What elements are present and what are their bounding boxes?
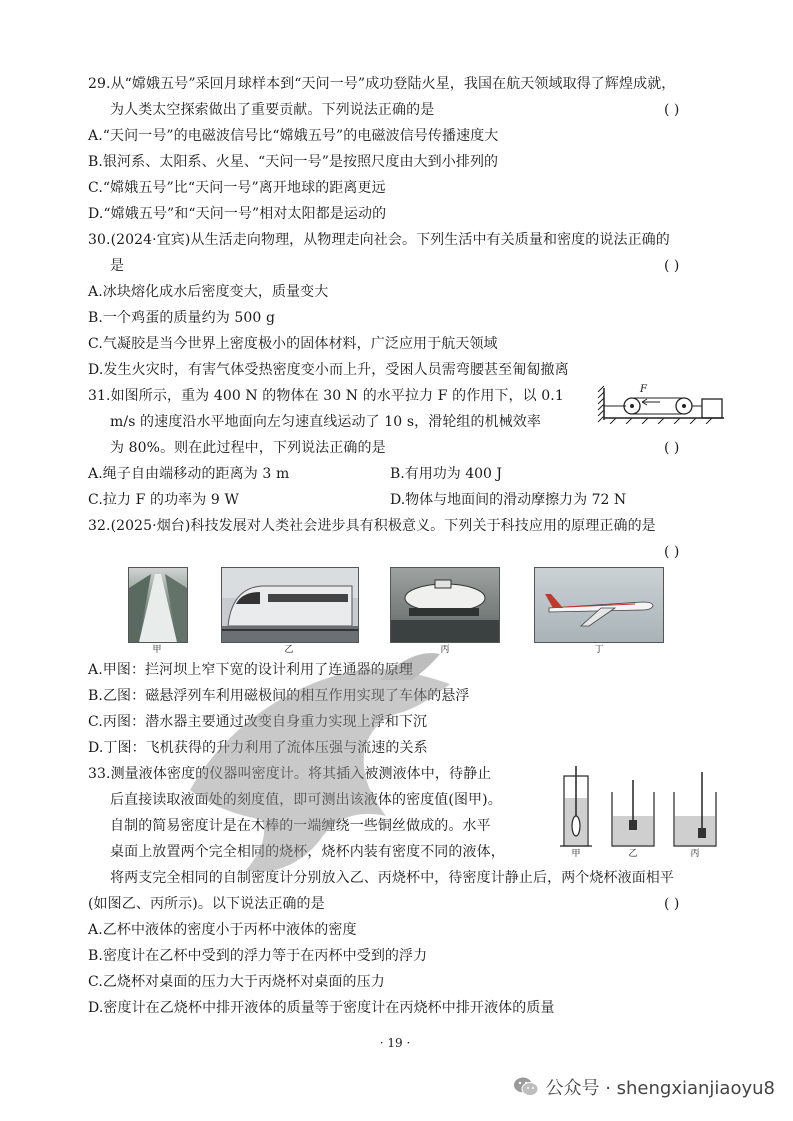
q31-option-c: C.拉力 F 的功率为 9 W: [88, 492, 239, 508]
q33-caption-yi: 乙: [628, 849, 638, 859]
wechat-icon: [513, 1076, 539, 1098]
q32-caption-jia: 甲: [152, 645, 162, 655]
q30-stem-line1: 30.(2024·宜宾)从生活走向物理，从物理走向社会。下列生活中有关质量和密度的说法正确的: [88, 232, 670, 248]
q33-stem-line2: 后直接读取液面处的刻度值，即可测出该液体的密度值(图甲)。: [110, 792, 502, 808]
q33-stem-line6: (如图乙、丙所示)。以下说法正确的是: [88, 896, 325, 912]
q29-stem-line2: 为人类太空探索做出了重要贡献。下列说法正确的是: [110, 102, 435, 118]
q33-option-d: D.密度计在乙烧杯中排开液体的质量等于密度计在丙烧杯中排开液体的质量: [88, 1000, 555, 1016]
q33-option-a: A.乙杯中液体的密度小于丙杯中液体的密度: [88, 922, 357, 938]
q33-stem-line3: 自制的简易密度计是在木棒的一端缠绕一些铜丝做成的。水平: [110, 818, 491, 834]
q33-option-b: B.密度计在乙杯中受到的浮力等于在丙杯中受到的浮力: [88, 948, 428, 964]
q29-option-c: C.“嫦娥五号”比“天问一号”离开地球的距离更远: [88, 180, 386, 196]
q30-answer-blank: ( ): [664, 258, 680, 274]
q30-option-b: B.一个鸡蛋的质量约为 500 g: [88, 310, 276, 326]
pulley-diagram: [596, 384, 728, 424]
q30-stem-line2: 是: [110, 258, 125, 274]
wechat-watermark: [513, 1072, 775, 1102]
q32-option-b: B.乙图：磁悬浮列车利用磁极间的相互作用实现了车体的悬浮: [88, 688, 470, 704]
q30-option-d: D.发生火灾时，有害气体受热密度变小而上升，受困人员需弯腰甚至匍匐撤离: [88, 362, 569, 378]
q31-option-a: A.绳子自由端移动的距离为 3 m: [88, 466, 290, 482]
q29-stem-line1: 29.从“嫦娥五号”采回月球样本到“天问一号”成功登陆火星，我国在航天领域取得了辉煌成就，: [88, 76, 676, 92]
photo-dam: [128, 567, 188, 643]
q29-option-a: A.“天问一号”的电磁波信号比“嫦娥五号”的电磁波信号传播速度大: [88, 128, 499, 144]
photo-submersible: [390, 567, 500, 643]
q30-option-c: C.气凝胶是当今世界上密度极小的固体材料，广泛应用于航天领域: [88, 336, 498, 352]
q31-stem-line1: 31.如图所示，重为 400 N 的物体在 30 N 的水平拉力 F 的作用下，以 0.1: [88, 388, 564, 404]
q32-option-d: D.丁图：飞机获得的升力利用了流体压强与流速的关系: [88, 740, 428, 756]
q31-stem-line2: m/s 的速度沿水平地面向左匀速直线运动了 10 s，滑轮组的机械效率: [110, 414, 542, 430]
q31-option-b: B.有用功为 400 J: [390, 466, 502, 482]
page-number: · 19 ·: [379, 1036, 411, 1050]
hydrometer-diagram: [556, 762, 724, 854]
q33-caption-bing: 丙: [690, 849, 700, 859]
photo-maglev-train: [221, 567, 359, 643]
q32-answer-blank: ( ): [664, 544, 680, 560]
q29-option-d: D.“嫦娥五号”和“天问一号”相对太阳都是运动的: [88, 206, 387, 222]
q33-stem-line5: 将两支完全相同的自制密度计分别放入乙、丙烧杯中，待密度计静止后，两个烧杯液面相平: [110, 870, 674, 886]
q31-answer-blank: ( ): [664, 440, 680, 456]
q31-stem-line3: 为 80%。则在此过程中，下列说法正确的是: [110, 440, 386, 456]
q31-option-d: D.物体与地面间的滑动摩擦力为 72 N: [390, 492, 627, 508]
q32-option-c: C.丙图：潜水器主要通过改变自身重力实现上浮和下沉: [88, 714, 428, 730]
q33-caption-jia: 甲: [571, 849, 581, 859]
q32-stem-line1: 32.(2025·烟台)科技发展对人类社会进步具有积极意义。下列关于科技应用的原理正确的是: [88, 518, 656, 534]
pulley-force-label: F: [640, 384, 648, 395]
q33-answer-blank: ( ): [664, 896, 680, 912]
photo-airplane: [534, 567, 664, 643]
q33-stem-line4: 桌面上放置两个完全相同的烧杯，烧杯内装有密度不同的液体，: [110, 844, 505, 860]
q32-option-a: A.甲图：拦河坝上窄下宽的设计利用了连通器的原理: [88, 662, 413, 678]
q30-option-a: A.冰块熔化成水后密度变大，质量变大: [88, 284, 329, 300]
q29-answer-blank: ( ): [664, 102, 680, 118]
q32-caption-yi: 乙: [284, 645, 294, 655]
wechat-account-text: 公众号 · shengxianjiaoyu8: [545, 1078, 775, 1099]
q32-caption-bing: 丙: [440, 645, 450, 655]
q32-caption-ding: 丁: [594, 645, 604, 655]
q29-option-b: B.银河系、太阳系、火星、“天问一号”是按照尺度由大到小排列的: [88, 154, 499, 170]
q33-stem-line1: 33.测量液体密度的仪器叫密度计。将其插入被测液体中，待静止: [88, 766, 492, 782]
q33-option-c: C.乙烧杯对桌面的压力大于丙烧杯对桌面的压力: [88, 974, 385, 990]
